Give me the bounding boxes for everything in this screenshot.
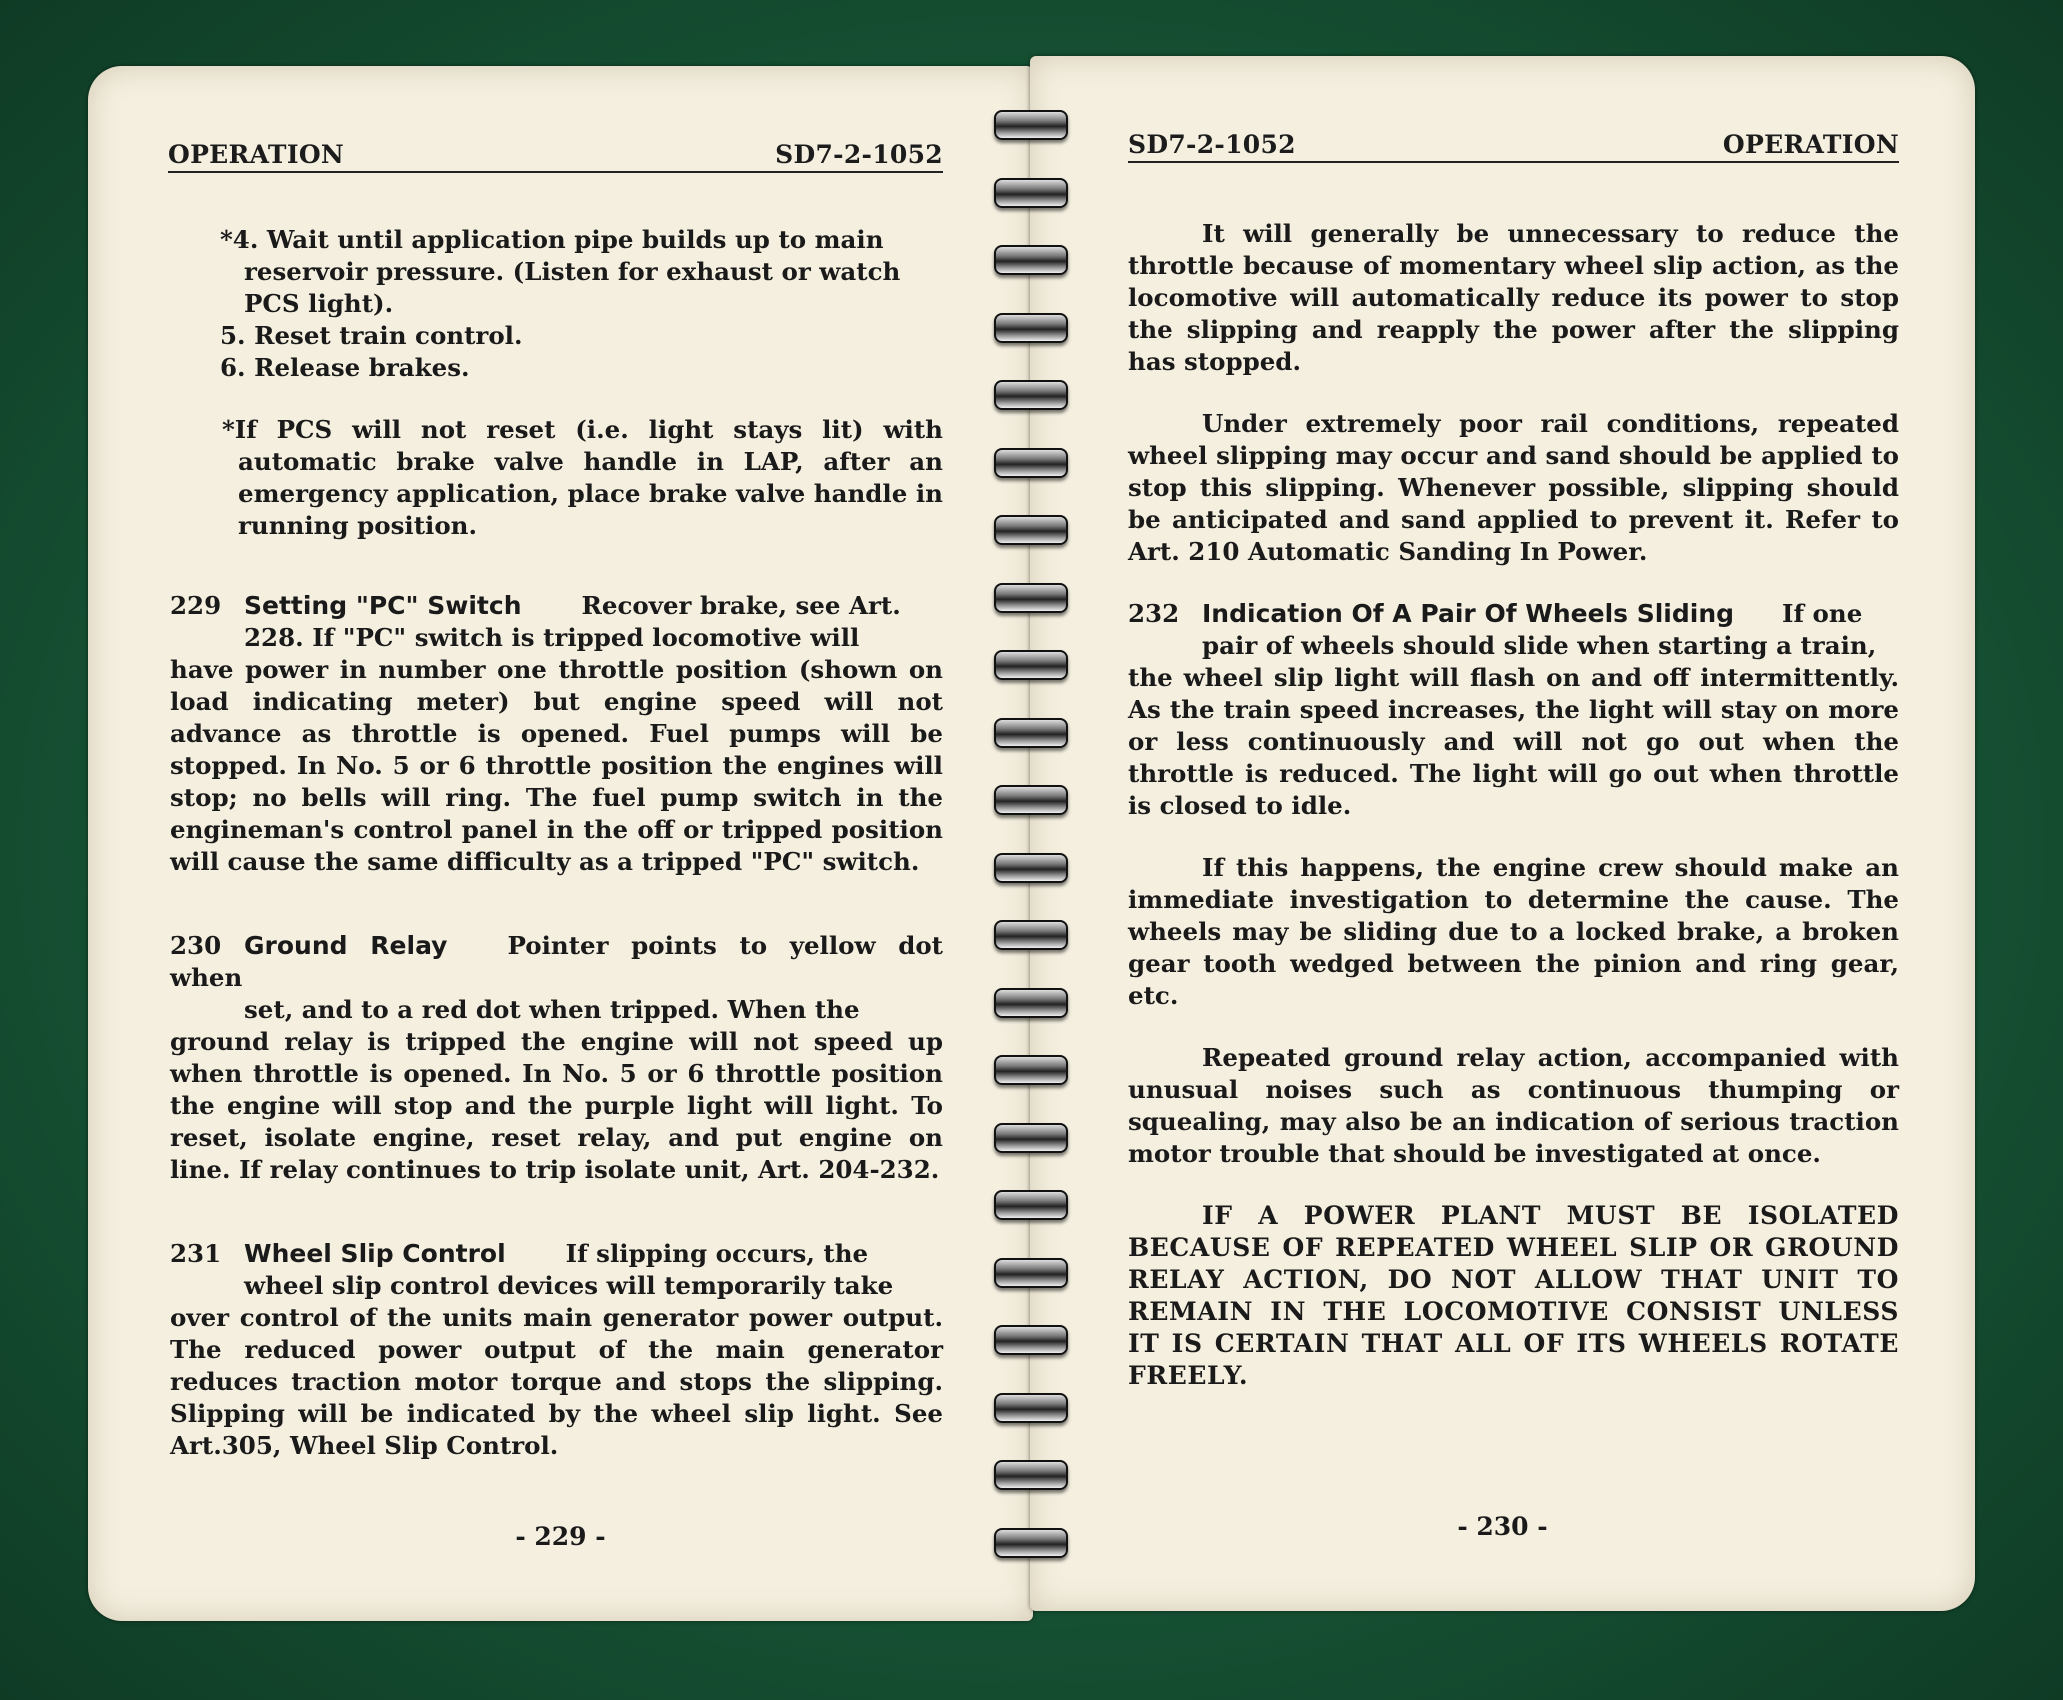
- article-title: Setting "PC" Switch: [244, 591, 522, 620]
- spiral-ring: [994, 380, 1068, 410]
- spiral-ring: [994, 583, 1068, 613]
- article-title: Indication Of A Pair Of Wheels Sliding: [1202, 599, 1735, 628]
- list-item: *4. Wait until application pipe builds up to main reservoir pressure. (Listen for exhaust or watch PCS light).: [220, 225, 901, 318]
- article-continuation: wheel slip control devices will temporarily take: [244, 1271, 894, 1300]
- article-continuation: set, and to a red dot when tripped. When the: [244, 995, 860, 1024]
- page-number: - 230 -: [1457, 1512, 1548, 1541]
- spiral-ring: [994, 515, 1068, 545]
- paragraph: Repeated ground relay action, accompanied with unusual noises such as continuous thumping or squealing, may also be an indication of serious traction motor trouble that should be investigated at once.: [1128, 1043, 1899, 1168]
- article-lead: Pointer points to yellow dot when: [170, 931, 943, 992]
- spiral-ring: [994, 110, 1068, 140]
- spiral-ring: [994, 718, 1068, 748]
- spiral-ring: [994, 785, 1068, 815]
- right-header-manual-id: SD7-2-1052: [1128, 130, 1296, 159]
- page-number: - 229 -: [515, 1522, 606, 1551]
- article-title: Wheel Slip Control: [244, 1239, 506, 1268]
- right-page: [1030, 56, 1975, 1611]
- procedure-steps: [170, 224, 943, 384]
- article-lead: If one: [1782, 599, 1863, 628]
- paragraph: It will generally be unnecessary to reduce the throttle because of momentary wheel slip action, as the locomotive will automatically reduce its power to stop the slipping and reapply the power after the slipping has stopped.: [1128, 219, 1899, 376]
- article-lead: Recover brake, see Art.: [581, 591, 901, 620]
- article-229: [170, 590, 943, 878]
- pcs-note: *If PCS will not reset (i.e. light stays lit) with automatic brake valve handle in LAP, after an emergency application, place brake valve handle in running position.: [222, 415, 943, 540]
- spiral-ring: [994, 1123, 1068, 1153]
- left-page-header: [168, 140, 943, 173]
- left-header-manual-id: SD7-2-1052: [775, 140, 943, 169]
- article-number: 231: [170, 1239, 222, 1268]
- spiral-ring: [994, 1055, 1068, 1085]
- article-body: over control of the units main generator power output. The reduced power output of the main generator reduces traction motor torque and stops the slipping. Slipping will be indicated by the wheel slip light. See Art.305, Wheel Slip Control.: [170, 1303, 943, 1460]
- article-lead: If slipping occurs, the: [565, 1239, 869, 1268]
- left-header-section: OPERATION: [168, 140, 345, 169]
- right-page-header: [1128, 130, 1899, 163]
- spiral-ring: [994, 920, 1068, 950]
- right-page-content: [1128, 218, 1899, 1392]
- paragraph: Under extremely poor rail conditions, repeated wheel slipping may occur and sand should be applied to stop this slipping. Whenever possible, slipping should be anticipated and sand applied to prevent it. Refer to Art. 210 Automatic Sanding In Power.: [1128, 409, 1899, 566]
- spiral-ring: [994, 245, 1068, 275]
- article-continuation: 228. If "PC" switch is tripped locomotive will: [244, 623, 860, 652]
- article-continuation: pair of wheels should slide when starting a train,: [1202, 631, 1877, 660]
- article-body: the wheel slip light will flash on and off intermittently. As the train speed increases, the light will stay on more or less continuously and will not go out when the throttle is reduced. The light will go out when throttle is closed to idle.: [1128, 663, 1899, 820]
- left-page: [88, 66, 1033, 1621]
- spiral-binding: [990, 110, 1070, 1570]
- spiral-ring: [994, 1258, 1068, 1288]
- article-number: 229: [170, 591, 222, 620]
- spiral-ring: [994, 178, 1068, 208]
- article-body: have power in number one throttle position (shown on load indicating meter) but engine speed will not advance as throttle is opened. Fuel pumps will be stopped. In No. 5 or 6 throttle position the engines will stop; no bells will ring. The fuel pump switch in the engineman's control panel in the off or tripped position will cause the same difficulty as a tripped "PC" switch.: [170, 655, 943, 876]
- isolation-warning: IF A POWER PLANT MUST BE ISOLATED BECAUSE OF REPEATED WHEEL SLIP OR GROUND RELAY ACTION, DO NOT ALLOW THAT UNIT TO REMAIN IN THE LOCOMOTIVE CONSIST UNLESS IT IS CERTAIN THAT ALL OF ITS WHEELS ROTATE FREELY.: [1128, 1201, 1899, 1390]
- paragraph: If this happens, the engine crew should make an immediate investigation to determine the cause. The wheels may be sliding due to a locked brake, a broken gear tooth wedged between the pinion and ring gear, etc.: [1128, 853, 1899, 1010]
- article-number: 230: [170, 931, 222, 960]
- spiral-ring: [994, 988, 1068, 1018]
- article-body: ground relay is tripped the engine will not speed up when throttle is opened. In No. 5 or 6 throttle position the engine will stop and the purple light will light. To reset, isolate engine, reset relay, and put engine on line. If relay continues to trip isolate unit, Art. 204-232.: [170, 1027, 943, 1184]
- spiral-ring: [994, 1393, 1068, 1423]
- spiral-ring: [994, 853, 1068, 883]
- spiral-ring: [994, 650, 1068, 680]
- spiral-ring: [994, 1528, 1068, 1558]
- spiral-ring: [994, 1460, 1068, 1490]
- spiral-ring: [994, 313, 1068, 343]
- spiral-ring: [994, 1190, 1068, 1220]
- left-page-content: [170, 224, 943, 1514]
- article-title: Ground Relay: [244, 931, 448, 960]
- spiral-ring: [994, 1325, 1068, 1355]
- article-230: [170, 930, 943, 1186]
- article-232: [1128, 598, 1899, 822]
- spiral-ring: [994, 448, 1068, 478]
- list-item: 6. Release brakes.: [220, 353, 470, 382]
- article-231: [170, 1238, 943, 1462]
- article-number: 232: [1128, 599, 1180, 628]
- right-header-section: OPERATION: [1722, 130, 1899, 159]
- list-item: 5. Reset train control.: [220, 321, 523, 350]
